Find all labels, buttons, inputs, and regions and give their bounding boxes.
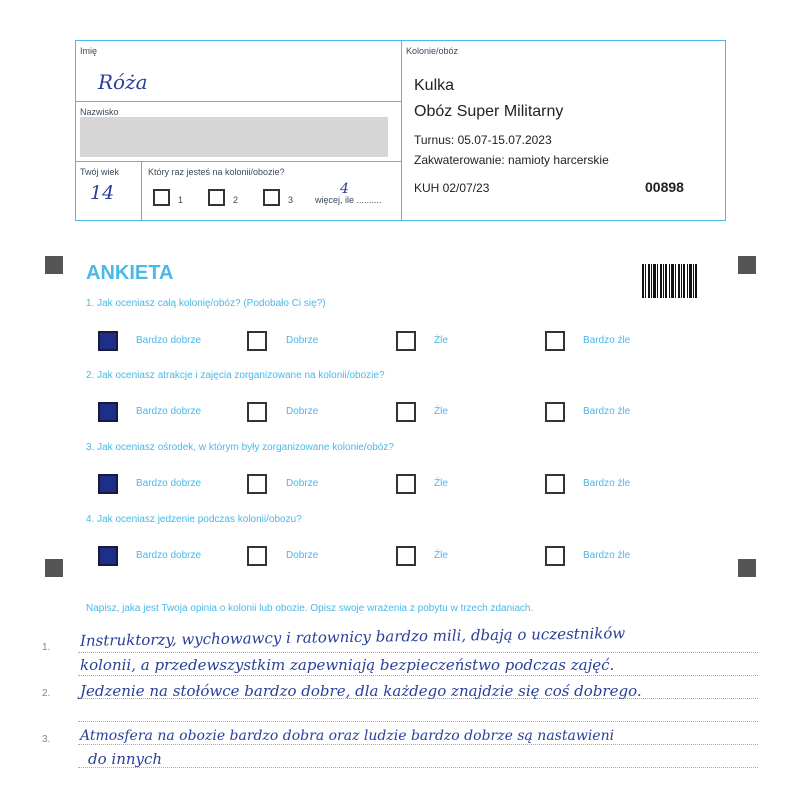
q1-option-dobrze-checkbox[interactable] [247,331,267,351]
zakwaterowanie: Zakwaterowanie: namioty harcerskie [414,153,609,167]
q4-option-zle-checkbox[interactable] [396,546,416,566]
imie-label: Imię [80,46,98,56]
q3-option-dobrze-checkbox[interactable] [247,474,267,494]
q4-option-bardzo-zle-label: Bardzo źle [583,550,631,561]
barcode-image [642,264,698,298]
registration-marker-bottom-right [738,559,756,577]
q2-option-bardzo-dobrze-label: Bardzo dobrze [136,406,202,417]
header-divider-age [141,161,142,221]
nazwisko-redacted-field [80,117,388,157]
question-4: 4. Jak oceniasz jedzenie podczas kolonii/obozu? [86,514,302,525]
header-divider-name [76,101,401,102]
q1-option-bardzo-zle-checkbox[interactable] [545,331,565,351]
header-divider-vertical [401,41,402,221]
wiek-label: Twój wiek [80,167,120,177]
q4-option-bardzo-dobrze-checkbox[interactable] [98,546,118,566]
wiecej-value[interactable]: 4 [340,181,349,197]
opinion-answer-line-4[interactable]: Atmosfera na obozie bardzo dobra oraz ludzie bardzo dobrze są nastawieni [80,728,615,744]
q1-option-bardzo-dobrze-label: Bardzo dobrze [136,335,202,346]
q2-option-bardzo-dobrze-checkbox[interactable] [98,402,118,422]
q2-option-dobrze-label: Dobrze [286,406,319,417]
q2-option-zle-label: Źle [434,406,448,417]
q3-option-bardzo-dobrze-checkbox[interactable] [98,474,118,494]
q3-option-bardzo-zle-checkbox[interactable] [545,474,565,494]
q2-option-zle-checkbox[interactable] [396,402,416,422]
visit-count-label-2: 2 [233,195,239,205]
visit-count-label-3: 3 [288,195,294,205]
visit-count-checkbox-3[interactable] [263,189,280,206]
opinion-answer-line-1[interactable]: Instruktorzy, wychowawcy i ratownicy bardzo mili, dbają o uczestników [79,624,626,650]
q2-option-bardzo-zle-label: Bardzo źle [583,406,631,417]
opinion-line-1 [78,652,758,653]
opinion-answer-line-5[interactable]: do innych [88,750,163,768]
opinion-row-number-1: 1. [42,642,51,653]
opinion-answer-line-3[interactable]: Jedzenie na stołówce bardzo dobre, dla każdego znajdzie się coś dobrego. [80,682,642,700]
form-code: KUH 02/07/23 [414,181,490,195]
turnus: Turnus: 05.07-15.07.2023 [414,133,552,147]
q4-option-zle-label: Źle [434,550,448,561]
registration-marker-bottom-left [45,559,63,577]
q3-option-zle-label: Źle [434,478,448,489]
camp-title: Obóz Super Militarny [414,103,564,120]
q4-option-bardzo-dobrze-label: Bardzo dobrze [136,550,202,561]
nazwisko-label: Nazwisko [80,107,119,117]
registration-marker-top-right [738,256,756,274]
ktory-raz-label: Który raz jesteś na kolonii/obozie? [148,167,285,177]
q4-option-dobrze-label: Dobrze [286,550,319,561]
q1-option-bardzo-zle-label: Bardzo źle [583,335,631,346]
visit-count-label-1: 1 [178,195,184,205]
opinion-prompt: Napisz, jaka jest Twoja opinia o kolonii lub obozie. Opisz swoje wrażenia z pobytu w trzech zdaniach. [86,603,534,614]
opinion-row-number-2: 2. [42,688,51,699]
wiek-value[interactable]: 14 [90,182,115,204]
opinion-line-4 [78,721,758,722]
question-1: 1. Jak oceniasz całą kolonię/obóz? (Podobało Ci się?) [86,298,326,309]
camp-name: Kulka [414,77,455,94]
q4-option-bardzo-zle-checkbox[interactable] [545,546,565,566]
opinion-row-number-3: 3. [42,734,51,745]
form-number: 00898 [645,179,684,195]
q2-option-bardzo-zle-checkbox[interactable] [545,402,565,422]
kolonie-label: Kolonie/obóz [406,46,459,56]
q1-option-zle-checkbox[interactable] [396,331,416,351]
q1-option-bardzo-dobrze-checkbox[interactable] [98,331,118,351]
wiecej-label: więcej, ile .......... [315,195,382,205]
header-divider-surname [76,161,401,162]
visit-count-checkbox-2[interactable] [208,189,225,206]
q3-option-bardzo-dobrze-label: Bardzo dobrze [136,478,202,489]
imie-value[interactable]: Róża [98,70,148,94]
q3-option-zle-checkbox[interactable] [396,474,416,494]
q3-option-dobrze-label: Dobrze [286,478,319,489]
q3-option-bardzo-zle-label: Bardzo źle [583,478,631,489]
q2-option-dobrze-checkbox[interactable] [247,402,267,422]
opinion-line-6 [78,767,758,768]
survey-title: ANKIETA [86,262,174,284]
opinion-line-2 [78,675,758,676]
registration-marker-top-left [45,256,63,274]
visit-count-checkbox-1[interactable] [153,189,170,206]
q4-option-dobrze-checkbox[interactable] [247,546,267,566]
question-3: 3. Jak oceniasz ośrodek, w którym były zorganizowane kolonie/obóz? [86,442,394,453]
question-2: 2. Jak oceniasz atrakcje i zajęcia zorganizowane na kolonii/obozie? [86,370,385,381]
opinion-answer-line-2[interactable]: kolonii, a przedewszystkim zapewniają bezpieczeństwo podczas zajęć. [80,656,615,674]
opinion-line-5 [78,744,758,745]
q1-option-dobrze-label: Dobrze [286,335,319,346]
q1-option-zle-label: Źle [434,335,448,346]
